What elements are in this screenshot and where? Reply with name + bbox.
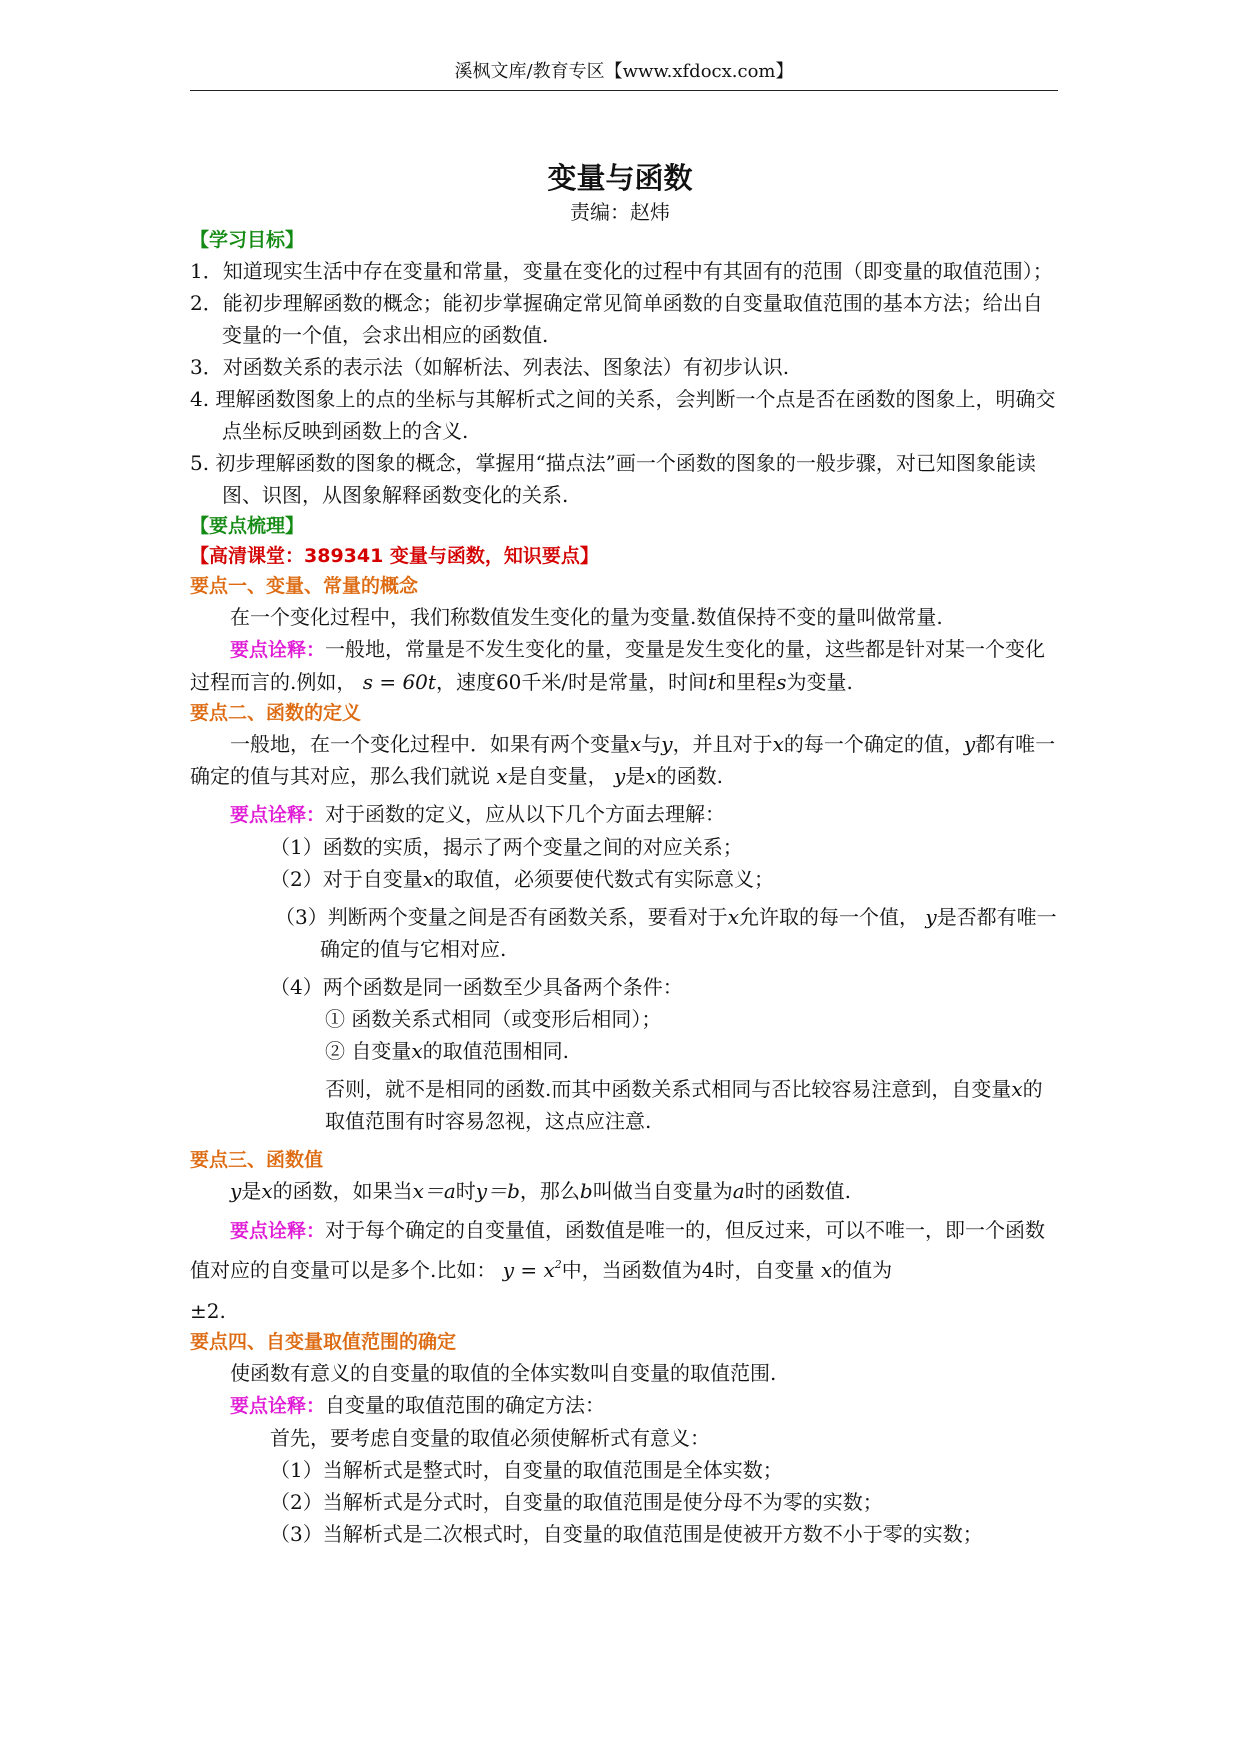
list-item: （2）当解析式是分式时，自变量的取值范围是使分母不为零的实数； (270, 1490, 883, 1514)
point-four-body: 使函数有意义的自变量的取值的全体实数叫自变量的取值范围. (230, 1361, 777, 1385)
content-body (190, 225, 1058, 1550)
formula-y-x2: $y = x^2$ (502, 1258, 562, 1282)
point-three-heading: 要点三、函数值 (190, 1149, 324, 1171)
editor-line: 责编：赵炜 (570, 200, 670, 224)
point-one-note: 要点诠释：一般地，常量是不发生变化的量，变量是发生变化的量，这些都是针对某一个变化过程而言的.例如， s = 60t，速度60千米/时是常量，时间t和里程s为变量. (190, 637, 1046, 694)
point-three-body: y是x的函数，如果当x＝a时y＝b，那么b叫做当自变量为a时的函数值. (230, 1179, 852, 1203)
key-points-heading: 【要点梳理】 (190, 515, 305, 537)
point-three-note: 要点诠释：对于每个确定的自变量值，函数值是唯一的，但反过来，可以不唯一，即一个函数值对应的自变量可以是多个.比如： $y = x^2$中，当函数值为4时，自变量 x的值为 (190, 1218, 1046, 1282)
list-item: （2）对于自变量x的取值，必须要使代数式有实际意义； (270, 867, 775, 891)
page-title: 变量与函数 (547, 161, 693, 195)
page-header: 溪枫文库/教育专区【www.xfdocx.com】 (190, 60, 1058, 91)
condition-item: ① 函数关系式相同（或变形后相同）； (325, 1007, 662, 1031)
point-two-note: 要点诠释：对于函数的定义，应从以下几个方面去理解： (230, 802, 726, 826)
point-two-body: 一般地，在一个变化过程中．如果有两个变量x与y，并且对于x的每一个确定的值，y都有唯一确定的值与其对应，那么我们就说 x是自变量， y是x的函数. (190, 732, 1056, 788)
goal-item: 5. 初步理解函数的图象的概念，掌握用“描点法”画一个函数的图象的一般步骤，对已知图象能读图、识图，从图象解释函数变化的关系. (190, 451, 1036, 507)
plus-minus-two: ±2. (190, 1299, 226, 1323)
point-one-body: 在一个变化过程中，我们称数值发生变化的量为变量.数值保持不变的量叫做常量. (230, 605, 943, 629)
note-label: 要点诠释： (230, 1395, 326, 1417)
point-four-heading: 要点四、自变量取值范围的确定 (190, 1331, 457, 1353)
note-label: 要点诠释： (230, 639, 326, 661)
point-four-note: 要点诠释：自变量的取值范围的确定方法： (230, 1393, 606, 1417)
learning-goals-heading: 【学习目标】 (190, 229, 305, 251)
hd-class-heading: 【高清课堂：389341 变量与函数，知识要点】 (190, 545, 599, 567)
goal-item: 4. 理解函数图象上的点的坐标与其解析式之间的关系，会判断一个点是否在函数的图象上，明确交点坐标反映到函数上的含义. (190, 387, 1056, 443)
note-label: 要点诠释： (230, 1220, 326, 1242)
list-item: （3）判断两个变量之间是否有函数关系，要看对于x允许取的每一个值， y是否都有唯一确定的值与它相对应. (275, 905, 1057, 961)
point-two-heading: 要点二、函数的定义 (190, 702, 362, 724)
goal-item: 3．对函数关系的表示法（如解析法、列表法、图象法）有初步认识. (190, 355, 790, 379)
first-consideration: 首先，要考虑自变量的取值必须使解析式有意义： (270, 1426, 710, 1450)
goal-item: 2．能初步理解函数的概念；能初步掌握确定常见简单函数的自变量取值范围的基本方法；给出自变量的一个值，会求出相应的函数值. (190, 291, 1043, 347)
note-label: 要点诠释： (230, 804, 326, 826)
list-item: （3）当解析式是二次根式时，自变量的取值范围是使被开方数不小于零的实数； (270, 1522, 983, 1546)
point-one-heading: 要点一、变量、常量的概念 (190, 575, 419, 597)
condition-item: ② 自变量x的取值范围相同. (325, 1039, 569, 1063)
list-item: （1）当解析式是整式时，自变量的取值范围是全体实数； (270, 1458, 783, 1482)
list-item: （1）函数的实质，揭示了两个变量之间的对应关系； (270, 835, 743, 859)
list-item: （4）两个函数是同一函数至少具备两个条件： (270, 975, 683, 999)
goal-item: 1．知道现实生活中存在变量和常量，变量在变化的过程中有其固有的范围（即变量的取值范围）； (190, 259, 1053, 283)
otherwise-note: 否则，就不是相同的函数.而其中函数关系式相同与否比较容易注意到，自变量x的取值范围有时容易忽视，这点应注意. (325, 1077, 1043, 1133)
formula-s-60t: s = 60t (362, 670, 436, 694)
